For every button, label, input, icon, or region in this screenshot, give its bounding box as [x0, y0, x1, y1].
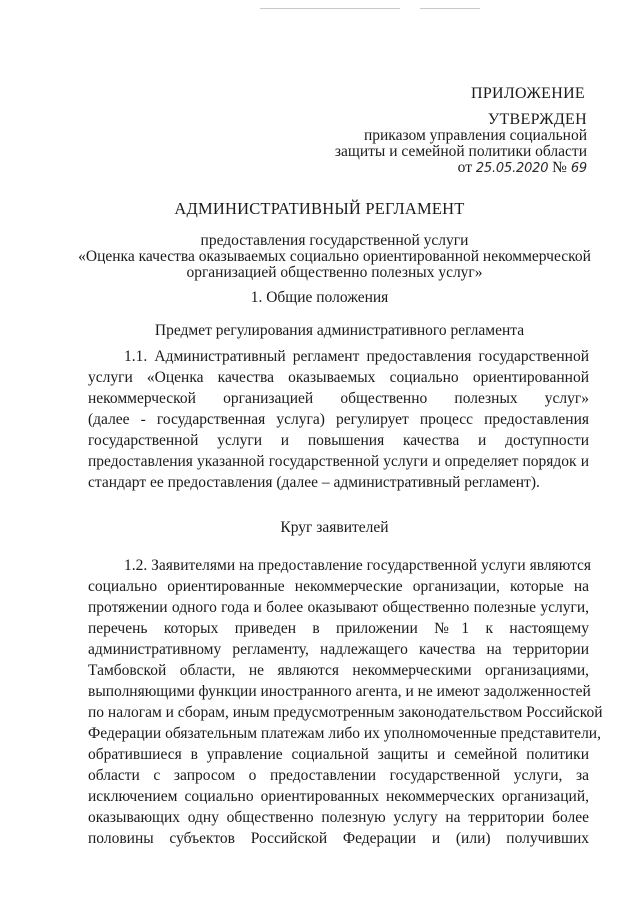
paragraph-line: перечень которых приведен в приложении №1 к настоящему	[88, 620, 589, 637]
subtitle-line: предоставления государственной услуги	[200, 232, 469, 249]
subtitle-line: «Оценка качества оказываемых социально ориентированной некоммерческой	[78, 248, 591, 265]
paragraph-line: государственной услуги и повышения качества и доступности	[88, 432, 589, 449]
section-heading-subject: Предмет регулирования административного регламента	[154, 322, 525, 339]
paragraph-line: обратившиеся в управление социальной защиты и семейной политики	[88, 746, 589, 763]
paragraph-line: административному регламенту, надлежащего качества на территории	[88, 641, 589, 658]
document-subtitle	[70, 233, 599, 281]
approved-label: УТВЕРЖДЕН	[487, 111, 587, 128]
subtitle-line: организацией общественно полезных услуг»	[186, 264, 483, 281]
order-number-prefix: №	[552, 159, 567, 176]
paragraph-line: (далее - государственная услуга) регулирует процесс предоставления	[88, 411, 589, 428]
paragraph-line: 1.2. Заявителями на предоставление государственной услуги являются	[124, 557, 592, 574]
paragraph-line: области с запросом о предоставлении государственной услуги, за	[88, 767, 589, 784]
paragraph-line: выполняющими функции иностранного агента, и не имеют задолженностей	[88, 683, 591, 700]
approval-line-2: защиты и семейной политики области	[334, 143, 587, 160]
paragraph-line: 1.1. Административный регламент предоставления государственной	[124, 348, 589, 365]
section-heading-applicants: Круг заявителей	[280, 519, 389, 536]
approval-line-1: приказом управления социальной	[363, 127, 587, 144]
paragraph-line: Тамбовской области, не являются некоммерческими организациями,	[88, 662, 589, 679]
paragraph-1-1	[88, 346, 589, 493]
paragraph-line: стандарт ее предоставления (далее – административный регламент).	[88, 474, 540, 491]
paragraph-line: по налогам и сборам, иным предусмотренным законодательством Российской	[88, 704, 603, 721]
approval-block	[327, 86, 587, 177]
order-number: 69	[570, 161, 587, 176]
paragraph-line: Федерации обязательным платежам либо их уполномоченные представители,	[88, 725, 601, 742]
paragraph-line: услуги «Оценка качества оказываемых социально ориентированной	[88, 369, 589, 386]
paragraph-line: половины субъектов Российской Федерации и (или) получивших	[88, 830, 589, 847]
paragraph-line: протяжении одного года и более оказывают общественно полезные услуги,	[88, 599, 589, 616]
document-title: АДМИНИСТРАТИВНЫЙ РЕГЛАМЕНТ	[174, 199, 465, 218]
paragraph-line: оказывающих одну общественно полезную услугу на территории более	[88, 809, 589, 826]
appendix-label: ПРИЛОЖЕНИЕ	[470, 85, 585, 102]
order-line	[327, 160, 587, 177]
scan-artifact-line	[260, 8, 400, 9]
paragraph-line: социально ориентированные некоммерческие организации, которые на	[88, 578, 589, 595]
order-date: 25.05.2020	[475, 161, 549, 176]
paragraph-line: предоставления указанной государственной услуги и определяет порядок и	[88, 453, 589, 470]
order-prefix: от	[457, 159, 472, 176]
paragraph-1-2	[88, 555, 603, 849]
scan-artifact-line	[420, 8, 480, 9]
paragraph-line: некоммерческой организацией общественно полезных услуг»	[88, 390, 589, 407]
paragraph-line: исключением социально ориентированных некоммерческих организаций,	[88, 788, 589, 805]
section-heading-general: 1. Общие положения	[250, 289, 389, 306]
